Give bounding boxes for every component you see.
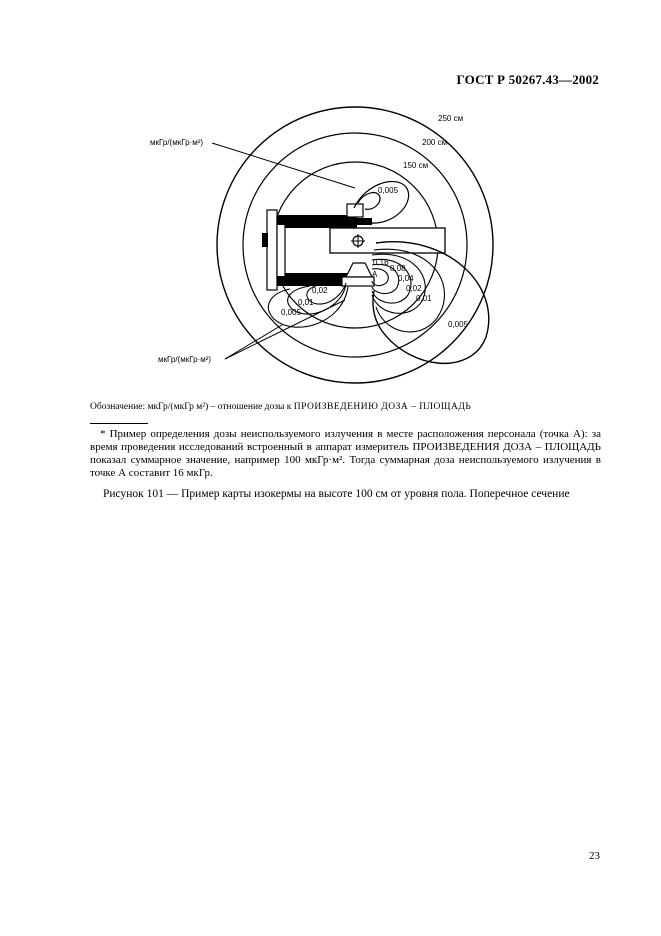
legend-prefix: Обозначение: мкГр/(мкГр м²) – отношение дозы к xyxy=(90,402,292,412)
point-a-label: A xyxy=(372,270,378,279)
legend-term: ПРОИЗВЕДЕНИЮ ДОЗА – ПЛОЩАДЬ xyxy=(293,402,472,412)
isodose-label-0-08: 0,08 xyxy=(390,264,406,273)
radius-label-200: 200 см xyxy=(422,138,448,147)
unit-label-bottom: мкГр/(мкГр·м²) xyxy=(158,355,212,364)
figure-legend xyxy=(90,402,471,412)
standard-header: ГОСТ Р 50267.43—2002 xyxy=(456,72,599,87)
isodose-label-left-0-01: 0,01 xyxy=(298,298,314,307)
footnote-text: * Пример определения дозы неиспользуемого излучения в месте расположения персонала (точка А): за время проведения исследований встроенный в аппарат измеритель ПРОИЗВЕДЕНИЯ ДОЗА – ПЛОЩАДЬ показал суммарное значение, например 100 мкГр·м². Тогда суммарная доза неиспользуемого излучения в точке А составит 16 мкГр. xyxy=(90,428,601,479)
c-arm-back-plate xyxy=(267,210,277,290)
c-arm-back-column xyxy=(277,218,285,278)
isodose-label-0-005-right: 0,005 xyxy=(448,320,469,329)
x-ray-tube-housing xyxy=(346,263,372,277)
isodose-label-0-02: 0,02 xyxy=(406,284,422,293)
isodose-label-0-005-top: 0,005 xyxy=(378,186,399,195)
figure-caption: Рисунок 101 — Пример карты изокермы на высоте 100 см от уровня пола. Поперечное сечение xyxy=(103,488,570,500)
isodose-label-0-16: 0,16 xyxy=(373,258,389,267)
c-arm-mount xyxy=(262,233,268,247)
isodose-label-left-0-005: 0,005 xyxy=(281,308,302,317)
image-receptor-plate xyxy=(354,218,372,225)
isodose-label-0-04: 0,04 xyxy=(398,274,414,283)
footnote xyxy=(90,428,601,480)
x-ray-tube xyxy=(342,277,374,286)
radius-label-150: 150 см xyxy=(403,161,429,170)
isokerma-map-figure xyxy=(150,105,530,385)
page-number: 23 xyxy=(589,850,600,862)
isodose-label-left-0-02: 0,02 xyxy=(312,286,328,295)
leader-line-bottom-1 xyxy=(225,325,282,359)
unit-label-top: мкГр/(мкГр·м²) xyxy=(150,138,204,147)
footnote-separator xyxy=(90,423,148,424)
c-arm-top-beam xyxy=(277,215,357,225)
isodose-label-0-01: 0,01 xyxy=(416,294,432,303)
c-arm-bottom-beam-inner xyxy=(285,273,352,276)
radius-label-250: 250 см xyxy=(438,114,464,123)
c-arm-bottom-beam xyxy=(277,276,352,286)
leader-line-top xyxy=(212,143,355,188)
